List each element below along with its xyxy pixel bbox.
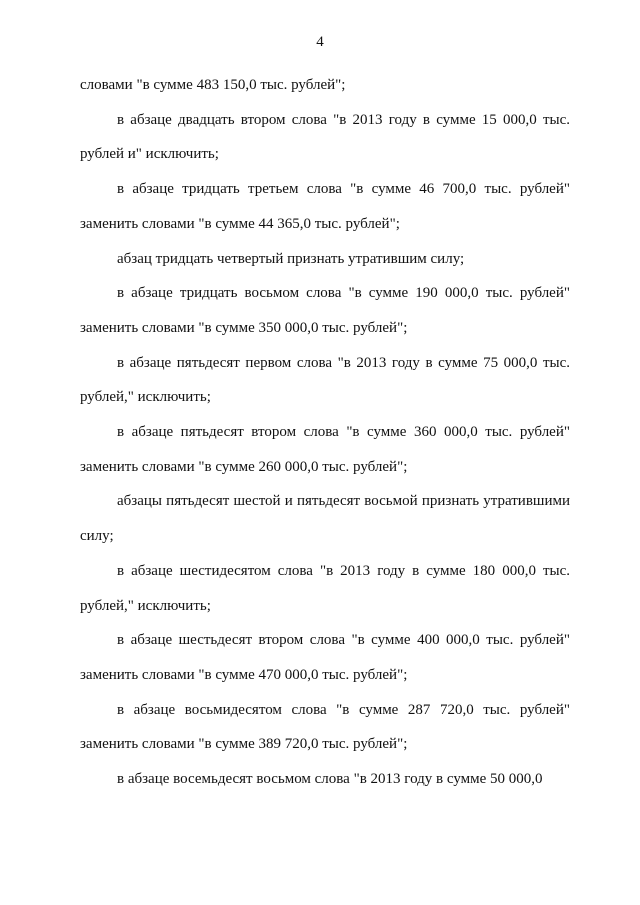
paragraph: в абзаце восемьдесят восьмом слова "в 2013 году в сумме 50 000,0 [117,771,543,788]
paragraph: в абзаце пятьдесят первом слова "в 2013 году в сумме 75 000,0 тыс. рублей," исключить; [80,354,570,406]
paragraph: в абзаце шестидесятом слова "в 2013 году в сумме 180 000,0 тыс. рублей," исключить; [80,562,570,614]
paragraph: в абзаце двадцать втором слова "в 2013 году в сумме 15 000,0 тыс. рублей и" исключить; [80,111,570,163]
paragraph: абзац тридцать четвертый признать утратившим силу; [117,250,465,267]
paragraph: в абзаце пятьдесят втором слова "в сумме 360 000,0 тыс. рублей" заменить словами "в сумме 260 000,0 тыс. рублей"; [80,424,570,475]
paragraph: в абзаце шестьдесят втором слова "в сумме 400 000,0 тыс. рублей" заменить словами "в сумме 470 000,0 тыс. рублей"; [80,632,570,683]
paragraph: в абзаце тридцать восьмом слова "в сумме 190 000,0 тыс. рублей" заменить словами "в сумме 350 000,0 тыс. рублей"; [80,285,570,336]
paragraph: в абзаце восьмидесятом слова "в сумме 287 720,0 тыс. рублей" заменить словами "в сумме 389 720,0 тыс. рублей"; [80,701,570,753]
paragraph: в абзаце тридцать третьем слова "в сумме 46 700,0 тыс. рублей" заменить словами "в сумме 44 365,0 тыс. рублей"; [80,181,570,232]
document-body [80,68,570,797]
paragraph: абзацы пятьдесят шестой и пятьдесят восьмой признать утратившими силу; [80,493,570,545]
paragraph: словами "в сумме 483 150,0 тыс. рублей"; [80,77,346,93]
page-number: 4 [316,34,324,50]
